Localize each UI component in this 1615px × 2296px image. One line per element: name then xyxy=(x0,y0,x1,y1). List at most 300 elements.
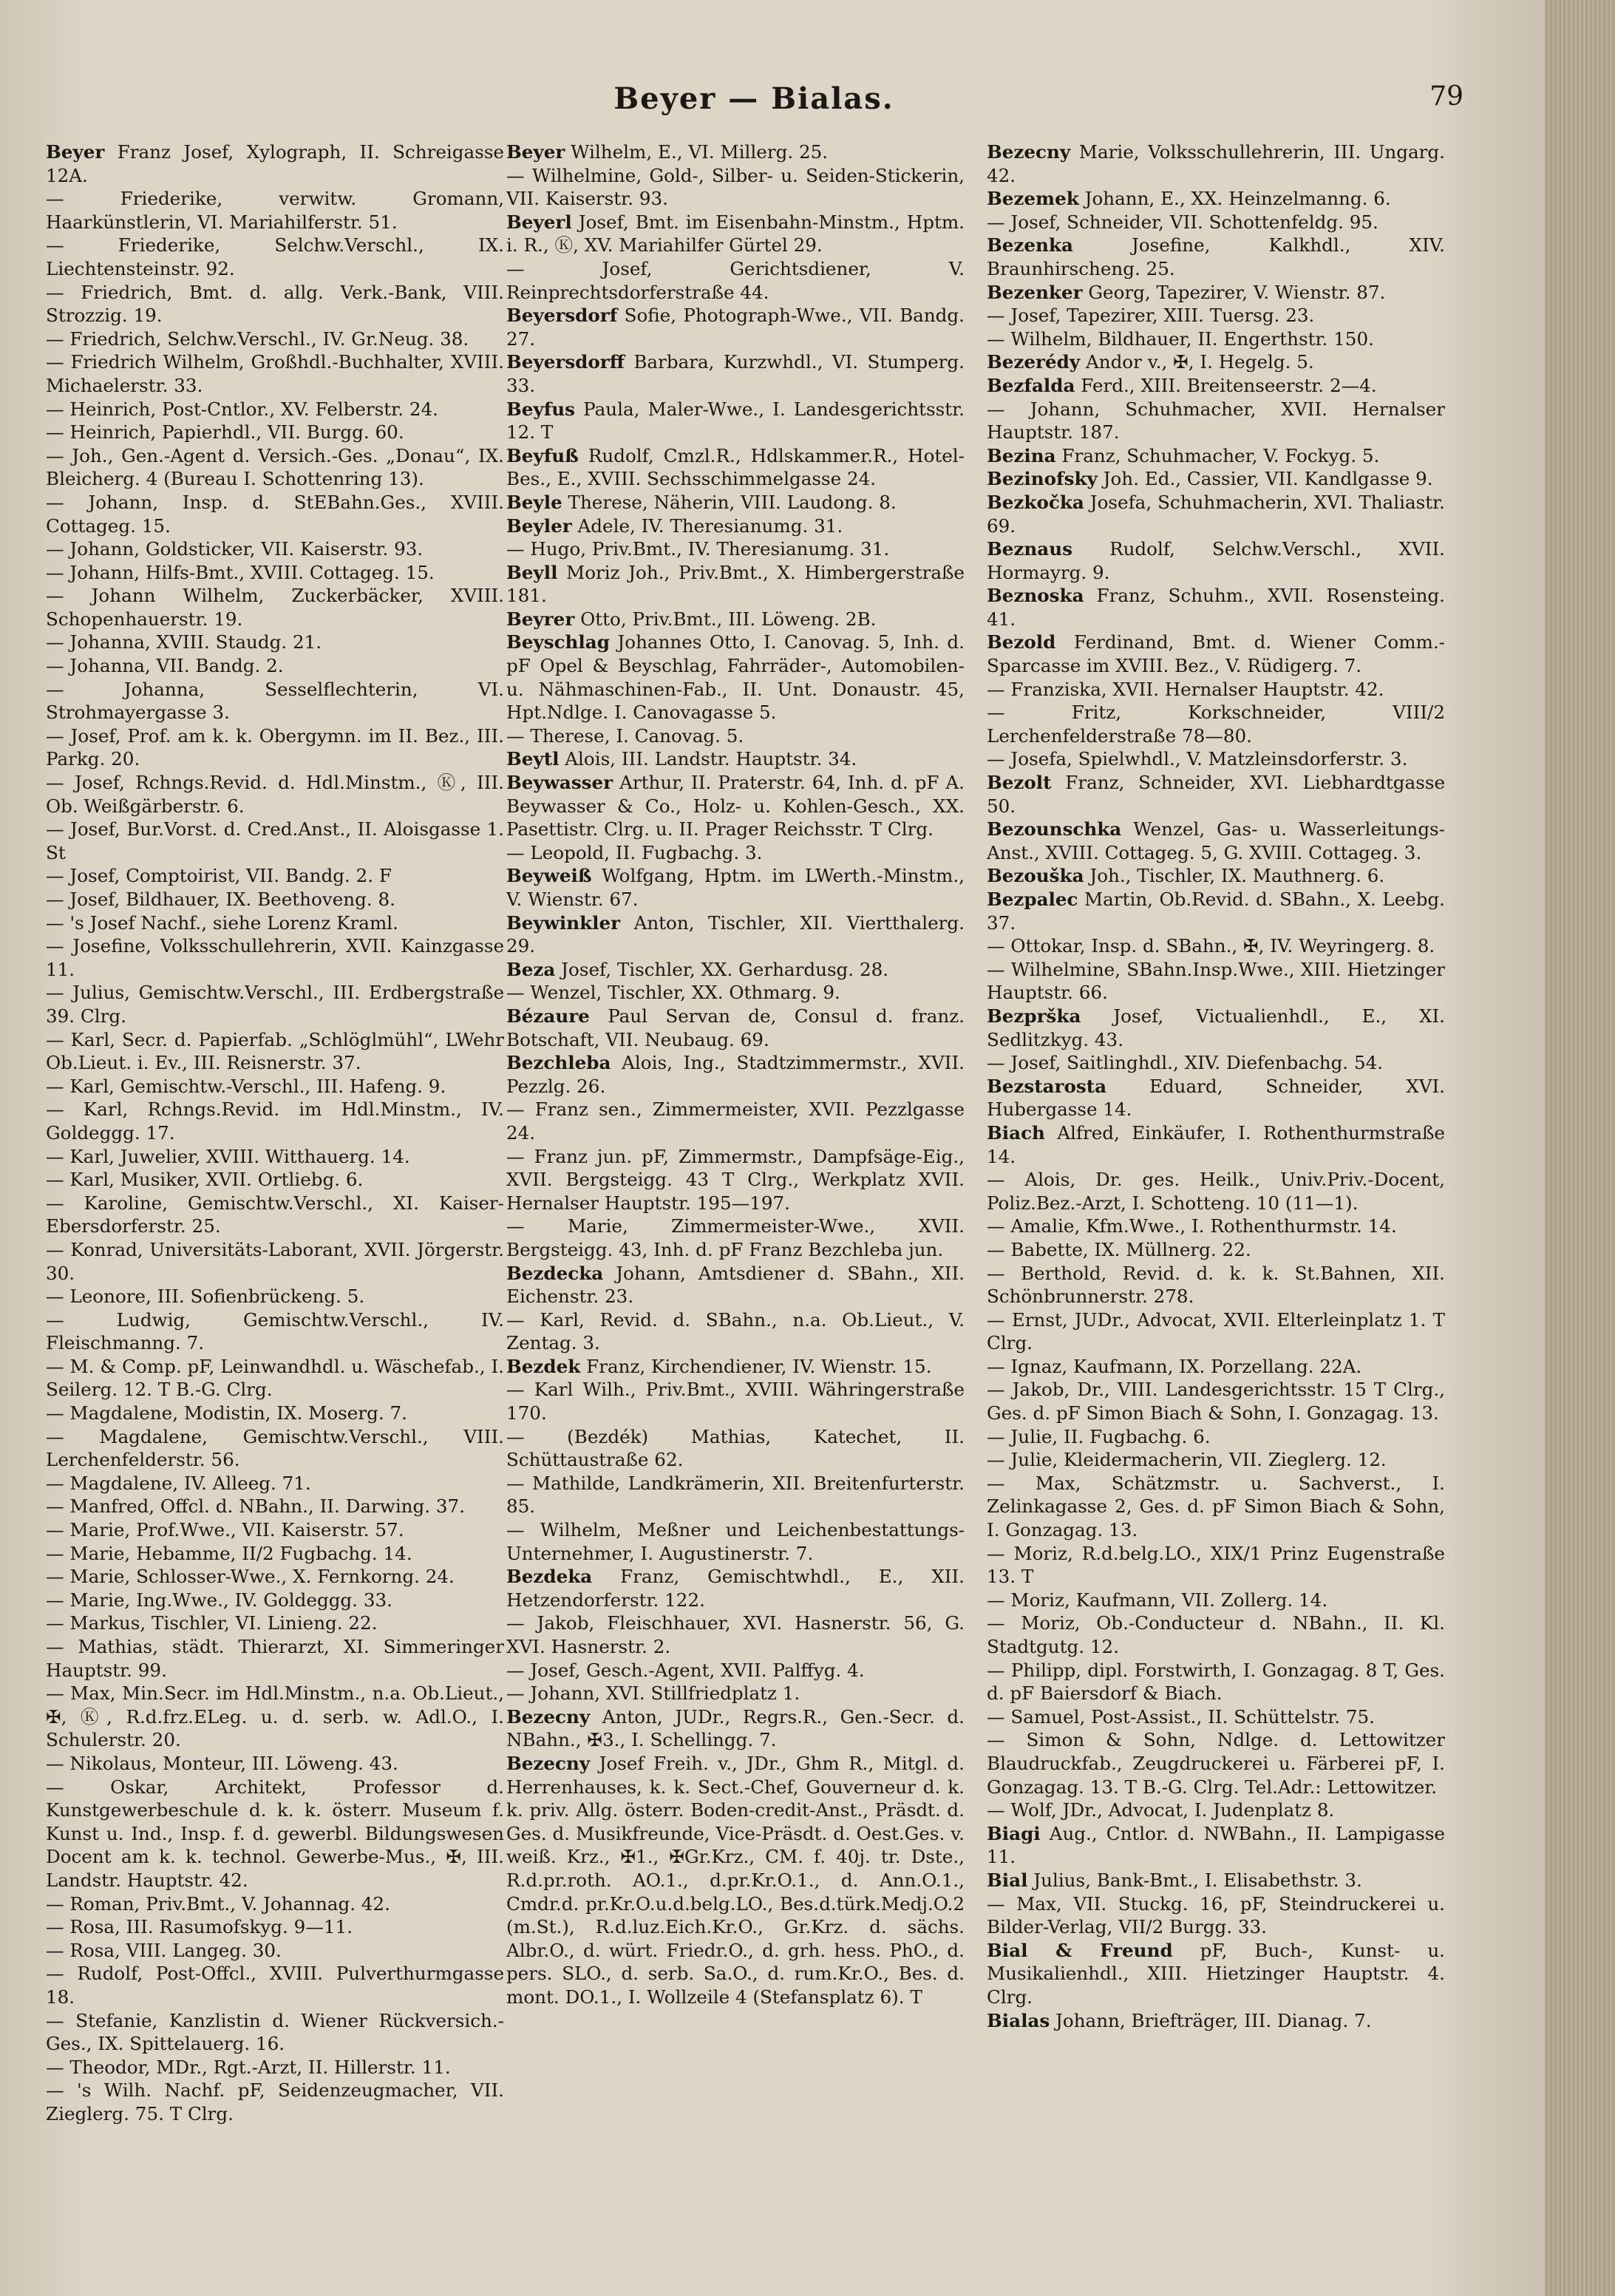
directory-entry xyxy=(987,1448,1445,1472)
directory-entry xyxy=(987,1542,1445,1589)
entry-surname: Beyll xyxy=(506,561,558,583)
directory-entry xyxy=(46,561,504,585)
directory-entry xyxy=(987,327,1445,351)
entry-text: — Josefine, Volksschullehrerin, XVII. Kainzgasse 11. xyxy=(46,935,504,980)
entry-text: pF, Buch-, Kunst- u. Musikalienhdl., XIII. Hietzinger Hauptstr. 4. Clrg. xyxy=(987,1939,1445,2008)
directory-entry xyxy=(987,1308,1445,1355)
directory-entry xyxy=(987,864,1445,888)
entry-surname: Biach xyxy=(987,1121,1045,1144)
entry-text: — Josef, Prof. am k. k. Obergymn. im II. Bez., III. Parkg. 20. xyxy=(46,724,504,770)
directory-entry xyxy=(46,2079,504,2125)
entry-text: — Karoline, Gemischtw.Verschl., XI. Kaiser-Ebersdorferstr. 25. xyxy=(46,1192,504,1237)
directory-entry xyxy=(987,1075,1445,1121)
directory-entry xyxy=(46,678,504,724)
entry-text: — Wilhelmine, Gold-, Silber- u. Seiden-Stickerin, VII. Kaiserstr. 93. xyxy=(506,164,965,210)
entry-text: Franz, Kirchendiener, IV. Wienstr. 15. xyxy=(586,1355,932,1377)
entry-text: — Josef, Gesch.-Agent, XVII. Palffyg. 4. xyxy=(506,1659,865,1681)
entry-text: — Rosa, III. Rasumofskyg. 9—11. xyxy=(46,1916,353,1938)
entry-text: Anton, JUDr., Regrs.R., Gen.-Secr. d. NBahn., ✠3., I. Schellingg. 7. xyxy=(506,1705,965,1751)
directory-entry xyxy=(506,841,965,865)
entry-text: — Josef, Tapezirer, XIII. Tuersg. 23. xyxy=(987,305,1315,327)
entry-text: — Alois, Dr. ges. Heilk., Univ.Priv.-Docent, Poliz.Bez.-Arzt, I. Schotteng. 10 (11—1). xyxy=(987,1169,1445,1214)
entry-text: Josef Freih. v., JDr., Ghm R., Mitgl. d. Herrenhauses, k. k. Sect.-Chef, Gouverneur d. k. k. priv. Allg. österr. Boden-credit-Anst., Präsdt. d. Ges. d. Musikfreunde, Vice-Präsdt. d. Oest.Ges. v. weiß. Krz., ✠1., ✠Gr.Krz., CM. f. 40j. tr. Dste., R.d.pr.roth. AO.1., d.pr.Kr.O.1., d. Ann.O.1., Cmdr.d. pr.Kr.O.u.d.belg.LO., Bes.d.türk.Medj.O.2 (m.St.), R.d.luz.Eich.Kr.O., Gr.Krz. d. sächs. Albr.O., d. würt. Friedr.O., d. grh. hess. PhO., d. pers. SLO., d. serb. Sa.O., d. rum.Kr.O., Bes. d. mont. DO.1., I. Wollzeile 4 (Stefansplatz 6). T xyxy=(506,1752,965,2008)
entry-surname: Bezfalda xyxy=(987,374,1075,396)
entry-text: — Josef, Schneider, VII. Schottenfeldg. 95. xyxy=(987,211,1378,233)
directory-entry xyxy=(506,1051,965,1098)
entry-text: — 's Josef Nachf., siehe Lorenz Kraml. xyxy=(46,911,398,934)
directory-entry xyxy=(987,1215,1445,1238)
directory-entry xyxy=(46,584,504,631)
entry-surname: Beznoska xyxy=(987,585,1084,607)
directory-entry xyxy=(46,1472,504,1495)
directory-entry xyxy=(987,491,1445,537)
entry-surname: Beywasser xyxy=(506,772,613,794)
directory-entry xyxy=(506,981,965,1005)
entry-text: — Josef, Comptoirist, VII. Bandg. 2. F xyxy=(46,865,392,887)
entry-text: — Hugo, Priv.Bmt., IV. Theresianumg. 31. xyxy=(506,538,890,560)
entry-surname: Bezdecka xyxy=(506,1262,604,1284)
entry-text: Rudolf, Cmzl.R., Hdlskammer.R., Hotel-Bes., E., XVIII. Sechsschimmelgasse 24. xyxy=(506,444,965,490)
directory-entry xyxy=(987,187,1445,211)
directory-entry xyxy=(46,1892,504,1916)
column-1 xyxy=(46,140,504,2284)
directory-entry xyxy=(506,958,965,982)
entry-text: Therese, Näherin, VIII. Laudong. 8. xyxy=(568,491,897,513)
directory-entry xyxy=(506,631,965,724)
entry-text: — Wilhelm, Bildhauer, II. Engerthstr. 150. xyxy=(987,327,1374,350)
directory-entry xyxy=(506,1308,965,1355)
directory-entry xyxy=(987,1728,1445,1799)
entry-text: — Johann, Goldsticker, VII. Kaiserstr. 93. xyxy=(46,538,424,560)
directory-entry xyxy=(506,1098,965,1144)
entry-text: — Berthold, Revid. d. k. k. St.Bahnen, XII. Schönbrunnerstr. 278. xyxy=(987,1262,1445,1308)
directory-entry xyxy=(46,140,504,187)
entry-text: Alois, Ing., Stadtzimmermstr., XVII. Pezzlg. 26. xyxy=(506,1052,965,1097)
entry-surname: Beyle xyxy=(506,491,562,513)
directory-entry xyxy=(506,771,965,841)
entry-text: — Ludwig, Gemischtw.Verschl., IV. Fleischmanng. 7. xyxy=(46,1308,504,1354)
entry-text: — Babette, IX. Müllnerg. 22. xyxy=(987,1238,1251,1260)
directory-entry xyxy=(46,1518,504,1542)
directory-entry xyxy=(46,864,504,888)
entry-text: Wilhelm, E., VI. Millerg. 25. xyxy=(571,141,829,163)
directory-entry xyxy=(46,818,504,864)
directory-entry xyxy=(987,584,1445,631)
directory-entry xyxy=(987,1939,1445,2009)
directory-entry xyxy=(46,1776,504,1892)
entry-text: — Wilhelmine, SBahn.Insp.Wwe., XIII. Hietzinger Hauptstr. 66. xyxy=(987,958,1445,1004)
directory-entry xyxy=(987,350,1445,374)
entry-text: — (Bezdék) Mathias, Katechet, II. Schüttaustraße 62. xyxy=(506,1425,965,1471)
directory-entry xyxy=(506,1005,965,1051)
directory-entry xyxy=(987,1822,1445,1869)
entry-text: — Karl, Revid. d. SBahn., n.a. Ob.Lieut., V. Zentag. 3. xyxy=(506,1308,965,1354)
directory-entry xyxy=(506,491,965,514)
entry-surname: Bézaure xyxy=(506,1005,590,1027)
entry-surname: Bezolt xyxy=(987,772,1052,794)
directory-entry xyxy=(987,1472,1445,1542)
entry-text: Johann, Amtsdiener d. SBahn., XII. Eichenstr. 23. xyxy=(506,1262,965,1308)
directory-entry xyxy=(506,140,965,164)
entry-surname: Bezemek xyxy=(987,188,1079,210)
directory-entry xyxy=(46,187,504,234)
entry-text: Joh., Tischler, IX. Mauthnerg. 6. xyxy=(1089,865,1385,887)
directory-entry xyxy=(506,1705,965,1752)
entry-text: — Johann, Insp. d. StEBahn.Ges., XVIII. Cottageg. 15. xyxy=(46,491,504,537)
entry-text: Franz, Schuhmacher, V. Fockyg. 5. xyxy=(1061,444,1380,466)
directory-entry xyxy=(987,140,1445,187)
directory-entry xyxy=(46,911,504,935)
directory-entry xyxy=(987,398,1445,444)
directory-entry xyxy=(506,864,965,911)
directory-entry xyxy=(46,398,504,421)
entry-text: Sofie, Photograph-Wwe., VII. Bandg. 27. xyxy=(506,305,965,350)
entry-text: — Marie, Zimmermeister-Wwe., XVII. Bergsteigg. 43, Inh. d. pF Franz Bezchleba jun. xyxy=(506,1215,965,1260)
directory-entry xyxy=(506,350,965,397)
entry-text: — Markus, Tischler, VI. Linieng. 22. xyxy=(46,1612,378,1634)
entry-text: Ferd., XIII. Breitenseerstr. 2—4. xyxy=(1081,374,1377,396)
directory-entry xyxy=(46,631,504,654)
directory-entry xyxy=(46,654,504,678)
entry-surname: Beyschlag xyxy=(506,631,610,653)
directory-entry xyxy=(987,1425,1445,1449)
entry-surname: Beyersdorff xyxy=(506,351,625,373)
entry-text: — Marie, Schlosser-Wwe., X. Fernkorng. 24. xyxy=(46,1566,455,1588)
directory-entry xyxy=(987,1238,1445,1262)
entry-text: Ferdinand, Bmt. d. Wiener Comm.-Sparcasse im XVIII. Bez., V. Rüdigerg. 7. xyxy=(987,631,1445,677)
directory-entry xyxy=(46,981,504,1028)
entry-surname: Bezounschka xyxy=(987,818,1122,840)
entry-text: — Rudolf, Post-Offcl., XVIII. Pulverthurmgasse 18. xyxy=(46,1963,504,2008)
directory-entry xyxy=(987,678,1445,702)
directory-entry xyxy=(987,1121,1445,1168)
entry-text: Andor v., ✠, I. Hegelg. 5. xyxy=(1085,351,1314,373)
directory-entry xyxy=(46,1355,504,1402)
entry-text: Adele, IV. Theresianumg. 31. xyxy=(577,514,843,537)
entry-text: — Friederike, Selchw.Verschl., IX. Liechtensteinstr. 92. xyxy=(46,234,504,279)
entry-text: Johannes Otto, I. Canovag. 5, Inh. d. pF Opel & Beyschlag, Fahrräder-, Automobilen- u. Nähmaschinen-Fab., II. Unt. Donaustr. 45, Hpt.Ndlge. I. Canovagasse 5. xyxy=(506,631,965,724)
entry-text: — Joh., Gen.-Agent d. Versich.-Ges. „Donau“, IX. Bleicherg. 4 (Bureau I. Schottenring 13). xyxy=(46,444,504,490)
entry-surname: Beyersdorf xyxy=(506,305,618,327)
directory-entry xyxy=(46,281,504,327)
directory-entry xyxy=(506,164,965,211)
entry-text: Joh. Ed., Cassier, VII. Kandlgasse 9. xyxy=(1103,468,1433,490)
entry-text: — Friederike, verwitw. Gromann, Haarkünstlerin, VI. Mariahilferstr. 51. xyxy=(46,188,504,233)
entry-surname: Bezdek xyxy=(506,1355,581,1377)
directory-entry xyxy=(987,1659,1445,1705)
entry-text: — Therese, I. Canovag. 5. xyxy=(506,724,744,747)
directory-entry xyxy=(987,211,1445,234)
directory-entry xyxy=(987,467,1445,491)
directory-entry xyxy=(46,771,504,818)
directory-entry xyxy=(506,1378,965,1424)
directory-entry xyxy=(46,1611,504,1635)
entry-surname: Beyler xyxy=(506,514,572,537)
directory-entry xyxy=(987,1378,1445,1424)
entry-text: Moriz Joh., Priv.Bmt., X. Himbergerstraße 181. xyxy=(506,561,965,607)
entry-text: — Karl Wilh., Priv.Bmt., XVIII. Währingerstraße 170. xyxy=(506,1379,965,1424)
entry-text: Julius, Bank-Bmt., I. Elisabethstr. 3. xyxy=(1033,1869,1362,1891)
entry-text: — Friedrich, Bmt. d. allg. Verk.-Bank, VIII. Strozzig. 19. xyxy=(46,281,504,327)
entry-text: — Friedrich, Selchw.Verschl., IV. Gr.Neug. 38. xyxy=(46,327,469,350)
entry-text: Georg, Tapezirer, V. Wienstr. 87. xyxy=(1088,281,1386,303)
entry-text: — Wenzel, Tischler, XX. Othmarg. 9. xyxy=(506,982,840,1004)
directory-entry xyxy=(987,1262,1445,1308)
entry-text: Martin, Ob.Revid. d. SBahn., X. Leebg. 37. xyxy=(987,889,1445,934)
entry-text: — Karl, Juwelier, XVIII. Witthauerg. 14. xyxy=(46,1145,410,1167)
entry-text: — Friedrich Wilhelm, Großhdl.-Buchhalter, XVIII. Michaelerstr. 33. xyxy=(46,351,504,396)
directory-entry xyxy=(987,818,1445,864)
entry-text: — Josef, Rchngs.Revid. d. Hdl.Minstm., Ⓚ, III. Ob. Weißgärberstr. 6. xyxy=(46,772,504,817)
directory-entry xyxy=(46,1075,504,1098)
entry-surname: Bezold xyxy=(987,631,1056,653)
entry-surname: Biagi xyxy=(987,1822,1041,1844)
directory-entry xyxy=(987,1051,1445,1075)
directory-entry xyxy=(46,1589,504,1612)
entry-surname: Beyfus xyxy=(506,398,576,420)
directory-entry xyxy=(987,701,1445,747)
entry-text: Josefine, Kalkhdl., XIV. Braunhirscheng. 25. xyxy=(987,234,1445,279)
entry-text: — Heinrich, Post-Cntlor., XV. Felberstr. 24. xyxy=(46,398,438,420)
entry-text: — Josef, Bur.Vorst. d. Cred.Anst., II. Aloisgasse 1. St xyxy=(46,818,504,863)
entry-text: — Ignaz, Kaufmann, IX. Porzellang. 22A. xyxy=(987,1355,1362,1377)
entry-text: — Max, Schätzmstr. u. Sachverst., I. Zelinkagasse 2, Ges. d. pF Simon Biach & Sohn, I. Gonzagag. 13. xyxy=(987,1472,1445,1541)
directory-entry xyxy=(987,1869,1445,1892)
entry-text: — Wilhelm, Meßner und Leichenbestattungs-Unternehmer, I. Augustinerstr. 7. xyxy=(506,1519,965,1564)
directory-entry xyxy=(46,1238,504,1285)
entry-text: — Konrad, Universitäts-Laborant, XVII. Jörgerstr. 30. xyxy=(46,1238,504,1284)
directory-entry xyxy=(46,491,504,537)
directory-entry xyxy=(987,631,1445,677)
entry-surname: Bezprška xyxy=(987,1005,1081,1027)
entry-text: — Josef, Bildhauer, IX. Beethoveng. 8. xyxy=(46,889,395,910)
entry-text: — Simon & Sohn, Ndlge. d. Lettowitzer Blaudruckfab., Zeugdruckerei u. Färberei pF, I. Gonzagag. 13. T B.-G. Clrg. Tel.Adr.: Lettowitzer. xyxy=(987,1729,1445,1798)
entry-surname: Bezchleba xyxy=(506,1052,611,1074)
directory-entry xyxy=(506,1682,965,1705)
entry-text: — Karl, Secr. d. Papierfab. „Schlöglmühl“, LWehr Ob.Lieut. i. Ev., III. Reisnerstr. 37. xyxy=(46,1028,504,1074)
entry-surname: Bezerédy xyxy=(987,351,1081,373)
directory-entry xyxy=(506,1355,965,1379)
directory-entry xyxy=(987,374,1445,398)
directory-entry xyxy=(46,1682,504,1752)
directory-entry xyxy=(46,1145,504,1169)
directory-entry xyxy=(46,1192,504,1238)
directory-entry xyxy=(987,1799,1445,1822)
directory-entry xyxy=(46,1542,504,1566)
entry-text: — Magdalene, Gemischtw.Verschl., VIII. Lerchenfelderstr. 56. xyxy=(46,1425,504,1471)
entry-text: — Mathilde, Landkrämerin, XII. Breitenfurterstr. 85. xyxy=(506,1472,965,1518)
entry-text: — Julie, Kleidermacherin, VII. Zieglerg. 12. xyxy=(987,1449,1387,1471)
entry-text: — Josef, Saitlinghdl., XIV. Diefenbachg. 54. xyxy=(987,1052,1384,1074)
entry-surname: Bezdeka xyxy=(506,1566,593,1588)
entry-text: Franz, Schneider, XVI. Liebhardtgasse 50. xyxy=(987,772,1445,817)
directory-entry xyxy=(987,1355,1445,1379)
directory-entry xyxy=(506,1425,965,1472)
entry-text: Wenzel, Gas- u. Wasserleitungs-Anst., XVIII. Cottageg. 5, G. XVIII. Cottageg. 3. xyxy=(987,818,1445,863)
directory-entry xyxy=(987,747,1445,771)
directory-entry xyxy=(506,608,965,631)
entry-text: — Oskar, Architekt, Professor d. Kunstgewerbeschule d. k. k. österr. Museum f. Kunst u. Ind., Insp. f. d. gewerbl. Bildungswesen Docent am k. k. technol. Gewerbe-Mus., ✠, III. Landstr. Hauptstr. 42. xyxy=(46,1776,504,1891)
directory-entry xyxy=(987,934,1445,958)
directory-entry xyxy=(46,1402,504,1425)
entry-surname: Beyer xyxy=(46,141,105,163)
entry-text: Anton, Tischler, XII. Viertthalerg. 29. xyxy=(506,911,965,957)
entry-surname: Bezenka xyxy=(987,234,1073,257)
entry-text: — Wolf, JDr., Advocat, I. Judenplatz 8. xyxy=(987,1799,1335,1821)
entry-text: — Leopold, II. Fugbachg. 3. xyxy=(506,841,763,863)
entry-text: — Rosa, VIII. Langeg. 30. xyxy=(46,1939,282,1961)
directory-entry xyxy=(46,1495,504,1518)
entry-text: Arthur, II. Praterstr. 64, Inh. d. pF A. Beywasser & Co., Holz- u. Kohlen-Gesch., XX. Pasettistr. Clrg. u. II. Prager Reichsstr. T Clrg. xyxy=(506,772,965,840)
directory-entry xyxy=(46,1635,504,1682)
directory-entry xyxy=(506,1611,965,1658)
directory-entry xyxy=(46,1168,504,1192)
page-title: Beyer — Bialas. xyxy=(613,81,894,116)
directory-entry xyxy=(506,398,965,444)
entry-text: — Julie, II. Fugbachg. 6. xyxy=(987,1425,1211,1447)
entry-surname: Beyfuß xyxy=(506,444,579,466)
directory-entry xyxy=(506,1518,965,1565)
directory-entry xyxy=(987,444,1445,468)
directory-entry xyxy=(46,1939,504,1963)
entry-text: — Johanna, Sesselflechterin, VI. Strohmayergasse 3. xyxy=(46,678,504,724)
directory-entry xyxy=(46,444,504,491)
entry-text: — Marie, Ing.Wwe., IV. Goldeggg. 33. xyxy=(46,1589,392,1611)
entry-text: Otto, Priv.Bmt., III. Löweng. 2B. xyxy=(580,608,877,630)
entry-text: — Franziska, XVII. Hernalser Hauptstr. 42. xyxy=(987,678,1384,700)
entry-text: — Fritz, Korkschneider, VIII/2 Lerchenfelderstraße 78—80. xyxy=(987,702,1445,747)
entry-surname: Beza xyxy=(506,958,556,980)
directory-entry xyxy=(987,1168,1445,1215)
entry-text: Franz, Schuhm., XVII. Rosensteing. 41. xyxy=(987,585,1445,630)
entry-text: Wolfgang, Hptm. im LWerth.-Minstm., V. Wienstr. 67. xyxy=(506,865,965,910)
entry-text: — Roman, Priv.Bmt., V. Johannag. 42. xyxy=(46,1892,390,1915)
entry-surname: Bezina xyxy=(987,444,1056,466)
entry-surname: Beyrer xyxy=(506,608,575,630)
entry-text: — Johann, XVI. Stillfriedplatz 1. xyxy=(506,1682,800,1705)
directory-entry xyxy=(506,747,965,771)
directory-entry xyxy=(987,1611,1445,1658)
entry-surname: Beytl xyxy=(506,748,560,770)
directory-entry xyxy=(987,888,1445,934)
entry-surname: Beznaus xyxy=(987,538,1072,560)
entry-text: Josef, Victualienhdl., E., XI. Sedlitzkyg. 43. xyxy=(987,1005,1445,1050)
entry-text: Alfred, Einkäufer, I. Rothenthurmstraße 14. xyxy=(987,1121,1445,1167)
directory-entry xyxy=(46,2056,504,2079)
directory-entry xyxy=(987,1892,1445,1939)
entry-text: — M. & Comp. pF, Leinwandhdl. u. Wäschefab., I. Seilerg. 12. T B.-G. Clrg. xyxy=(46,1355,504,1401)
entry-text: — Josefa, Spielwhdl., V. Matzleinsdorferstr. 3. xyxy=(987,748,1408,770)
entry-text: — Nikolaus, Monteur, III. Löweng. 43. xyxy=(46,1752,398,1774)
directory-entry xyxy=(506,444,965,491)
entry-text: — Johann Wilhelm, Zuckerbäcker, XVIII. Schopenhauerstr. 19. xyxy=(46,585,504,630)
entry-surname: Bezecny xyxy=(506,1752,591,1774)
entry-text: — Josef, Gerichtsdiener, V. Reinprechtsdorferstraße 44. xyxy=(506,257,965,303)
entry-text: — Samuel, Post-Assist., II. Schüttelstr. 75. xyxy=(987,1705,1375,1728)
entry-text: Paul Servan de, Consul d. franz. Botschaft, VII. Neubaug. 69. xyxy=(506,1005,965,1050)
entry-text: — Mathias, städt. Thierarzt, XI. Simmeringer Hauptstr. 99. xyxy=(46,1636,504,1681)
entry-text: — Leonore, III. Sofienbrückeng. 5. xyxy=(46,1285,365,1308)
entry-surname: Bezouška xyxy=(987,865,1084,887)
entry-surname: Beywinkler xyxy=(506,911,621,934)
directory-entry xyxy=(506,1752,965,2009)
entry-text: — Johanna, XVIII. Staudg. 21. xyxy=(46,631,322,653)
entry-text: — Max, VII. Stuckg. 16, pF, Steindruckerei u. Bilder-Verlag, VII/2 Burgg. 33. xyxy=(987,1892,1445,1938)
entry-text: Paula, Maler-Wwe., I. Landesgerichtsstr. 12. T xyxy=(506,398,965,444)
entry-surname: Beyer xyxy=(506,141,565,163)
entry-text: — Franz sen., Zimmermeister, XVII. Pezzlgasse 24. xyxy=(506,1098,965,1144)
entry-surname: Bezecny xyxy=(506,1705,591,1728)
entry-text: Josefa, Schuhmacherin, XVI. Thaliastr. 69. xyxy=(987,491,1445,537)
entry-surname: Beyerl xyxy=(506,211,572,233)
entry-surname: Bezstarosta xyxy=(987,1075,1107,1097)
entry-text: — Manfred, Offcl. d. NBahn., II. Darwing. 37. xyxy=(46,1495,466,1518)
directory-entry xyxy=(46,1425,504,1472)
entry-surname: Bial xyxy=(987,1869,1028,1891)
directory-entry xyxy=(987,537,1445,584)
entry-text: — Julius, Gemischtw.Verschl., III. Erdbergstraße 39. Clrg. xyxy=(46,982,504,1027)
entry-text: — Magdalene, IV. Alleeg. 71. xyxy=(46,1472,311,1494)
directory-entry xyxy=(506,257,965,304)
directory-entry xyxy=(46,888,504,911)
directory-entry xyxy=(506,537,965,561)
directory-entry xyxy=(987,958,1445,1005)
entry-surname: Beyweiß xyxy=(506,865,592,887)
entry-text: Eduard, Schneider, XVI. Hubergasse 14. xyxy=(987,1075,1445,1121)
directory-entry xyxy=(506,304,965,350)
entry-text: — Amalie, Kfm.Wwe., I. Rothenthurmstr. 14. xyxy=(987,1215,1397,1237)
directory-entry xyxy=(506,1262,965,1308)
entry-text: Franz, Gemischtwhdl., E., XII. Hetzendorferstr. 122. xyxy=(506,1566,965,1611)
entry-text: — Ernst, JUDr., Advocat, XVII. Elterleinplatz 1. T Clrg. xyxy=(987,1308,1445,1354)
entry-text: Rudolf, Selchw.Verschl., XVII. Hormayrg. 9. xyxy=(987,538,1445,583)
book-page-edges xyxy=(1545,0,1615,2296)
entry-text: Marie, Volksschullehrerin, III. Ungarg. 42. xyxy=(987,141,1445,186)
entry-text: — Moriz, Ob.-Conducteur d. NBahn., II. Kl. Stadtgutg. 12. xyxy=(987,1612,1445,1657)
directory-entry xyxy=(987,234,1445,280)
entry-text: — Marie, Prof.Wwe., VII. Kaiserstr. 57. xyxy=(46,1519,404,1541)
entry-surname: Bial & Freund xyxy=(987,1939,1173,1961)
directory-entry xyxy=(987,1589,1445,1612)
column-2 xyxy=(506,140,965,2284)
entry-surname: Bezkočka xyxy=(987,491,1084,513)
entry-text: — Jakob, Dr., VIII. Landesgerichtsstr. 15 T Clrg., Ges. d. pF Simon Biach & Sohn, I. Gonzagag. 13. xyxy=(987,1379,1445,1424)
directory-entry xyxy=(506,911,965,958)
directory-entry xyxy=(46,1915,504,1939)
directory-entry xyxy=(46,327,504,351)
directory-entry xyxy=(506,1145,965,1215)
directory-entry xyxy=(46,1098,504,1144)
entry-text: — Karl, Gemischtw.-Verschl., III. Hafeng. 9. xyxy=(46,1075,446,1097)
directory-entry xyxy=(506,514,965,538)
page-header xyxy=(0,81,1545,126)
directory-entry xyxy=(987,771,1445,818)
entry-surname: Bezenker xyxy=(987,281,1083,303)
directory-entry xyxy=(506,1215,965,1261)
directory-entry xyxy=(506,561,965,608)
entry-text: — Marie, Hebamme, II/2 Fugbachg. 14. xyxy=(46,1542,412,1564)
entry-text: — Stefanie, Kanzlistin d. Wiener Rückversich.-Ges., IX. Spittelauerg. 16. xyxy=(46,2009,504,2055)
entry-text: Josef, Tischler, XX. Gerhardusg. 28. xyxy=(561,958,889,980)
entry-text: — Moriz, Kaufmann, VII. Zollerg. 14. xyxy=(987,1589,1328,1611)
directory-entry xyxy=(46,2009,504,2056)
entry-text: Alois, III. Landstr. Hauptstr. 34. xyxy=(565,748,857,770)
entry-text: — Johann, Schuhmacher, XVII. Hernalser Hauptstr. 187. xyxy=(987,398,1445,444)
entry-text: — Moriz, R.d.belg.LO., XIX/1 Prinz Eugenstraße 13. T xyxy=(987,1542,1445,1588)
entry-text: Josef, Bmt. im Eisenbahn-Minstm., Hptm. i. R., Ⓚ, XV. Mariahilfer Gürtel 29. xyxy=(506,211,965,257)
directory-entry xyxy=(987,1705,1445,1729)
page-number: 79 xyxy=(1429,81,1463,112)
